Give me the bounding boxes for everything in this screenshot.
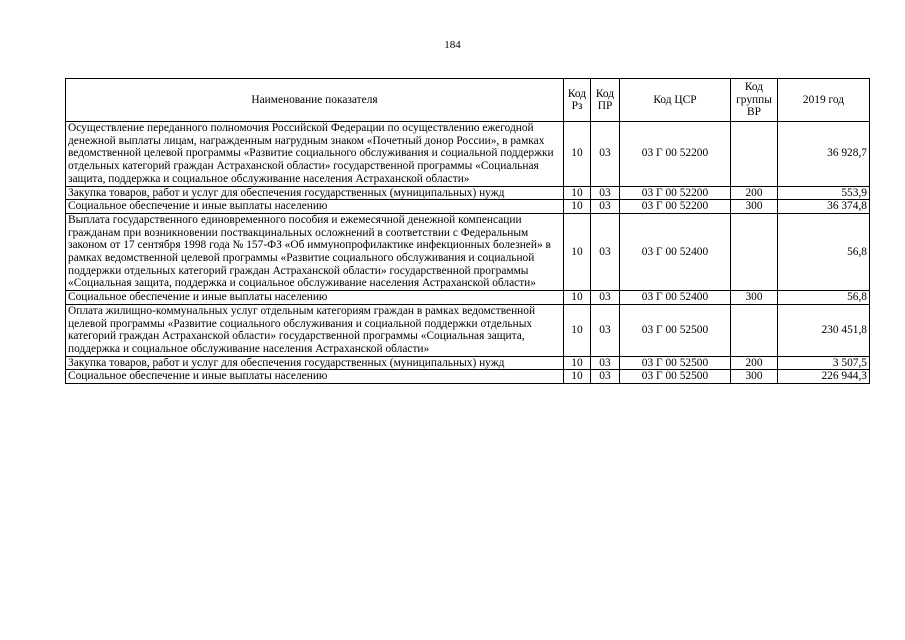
row-indicator-name: Социальное обеспечение и иные выплаты населению [66,370,564,384]
row-code-rz: 10 [564,304,591,356]
row-code-rz: 10 [564,122,591,187]
table-row [66,200,870,214]
row-indicator-name: Оплата жилищно-коммунальных услуг отдельным категориям граждан в рамках ведомственной целевой программы «Развитие социального обслуживания и социальной поддержки отдельных категорий граждан Астраханской области» государственной программы «Социальная защита, поддержка и социальное обслуживание населения Астраханской области» [66,304,564,356]
table-row [66,304,870,356]
row-code-vr: 300 [731,291,778,305]
row-code-pr: 03 [591,291,620,305]
row-code-rz: 10 [564,370,591,384]
row-code-csr: 03 Г 00 52200 [620,122,731,187]
row-amount: 36 928,7 [778,122,870,187]
row-indicator-name: Выплата государственного единовременного пособия и ежемесячной денежной компенсации гражданам при возникновении поствакцинальных осложнений в соответствии с Федеральным законом от 17 сентября 1998 года № 157-ФЗ «Об иммунопрофилактике инфекционных болезней» в рамках ведомственной целевой программы «Развитие социального обслуживания и социальной поддержки отдельных категорий граждан Астраханской области» государственной программы «Социальная защита, поддержка и социальное обслуживание населения Астраханской области» [66,213,564,290]
row-code-vr: 300 [731,200,778,214]
row-code-csr: 03 Г 00 52400 [620,213,731,290]
row-code-rz: 10 [564,186,591,200]
row-indicator-name: Социальное обеспечение и иные выплаты населению [66,291,564,305]
row-amount: 56,8 [778,213,870,290]
row-code-pr: 03 [591,213,620,290]
row-indicator-name: Осуществление переданного полномочия Российской Федерации по осуществлению ежегодной денежной выплаты лицам, награжденным нагрудным знаком «Почетный донор России», в рамках ведомственной целевой программы «Развитие социального обслуживания и социальной поддержки отдельных категорий граждан Астраханской области» государственной программы «Социальная защита, поддержка и социальное обслуживание населения Астраханской области» [66,122,564,187]
page-number: 184 [444,39,461,51]
table-header-row [66,79,870,122]
row-code-pr: 03 [591,356,620,370]
row-indicator-name: Социальное обеспечение и иные выплаты населению [66,200,564,214]
row-code-csr: 03 Г 00 52200 [620,200,731,214]
budget-table [65,78,870,384]
row-code-csr: 03 Г 00 52400 [620,291,731,305]
row-code-vr: 300 [731,370,778,384]
row-amount: 230 451,8 [778,304,870,356]
row-amount: 56,8 [778,291,870,305]
table-row [66,356,870,370]
row-amount: 226 944,3 [778,370,870,384]
table-row [66,122,870,187]
row-code-vr [731,213,778,290]
row-code-csr: 03 Г 00 52500 [620,370,731,384]
row-code-pr: 03 [591,122,620,187]
row-amount: 3 507,5 [778,356,870,370]
table-row [66,213,870,290]
row-code-pr: 03 [591,186,620,200]
row-amount: 36 374,8 [778,200,870,214]
header-code-pr: Код ПР [591,79,620,122]
table-row [66,291,870,305]
header-indicator-name: Наименование показателя [66,79,564,122]
table-row [66,370,870,384]
row-code-pr: 03 [591,370,620,384]
header-year-2019: 2019 год [778,79,870,122]
header-code-csr: Код ЦСР [620,79,731,122]
row-code-vr: 200 [731,186,778,200]
row-code-pr: 03 [591,200,620,214]
row-code-vr [731,304,778,356]
row-code-rz: 10 [564,200,591,214]
header-code-vr: Код группы ВР [731,79,778,122]
row-indicator-name: Закупка товаров, работ и услуг для обеспечения государственных (муниципальных) нужд [66,356,564,370]
row-amount: 553,9 [778,186,870,200]
row-code-rz: 10 [564,291,591,305]
row-code-rz: 10 [564,356,591,370]
header-code-rz: Код Рз [564,79,591,122]
row-code-csr: 03 Г 00 52200 [620,186,731,200]
table-row [66,186,870,200]
row-code-csr: 03 Г 00 52500 [620,356,731,370]
row-code-vr: 200 [731,356,778,370]
row-indicator-name: Закупка товаров, работ и услуг для обеспечения государственных (муниципальных) нужд [66,186,564,200]
row-code-rz: 10 [564,213,591,290]
row-code-vr [731,122,778,187]
row-code-pr: 03 [591,304,620,356]
row-code-csr: 03 Г 00 52500 [620,304,731,356]
